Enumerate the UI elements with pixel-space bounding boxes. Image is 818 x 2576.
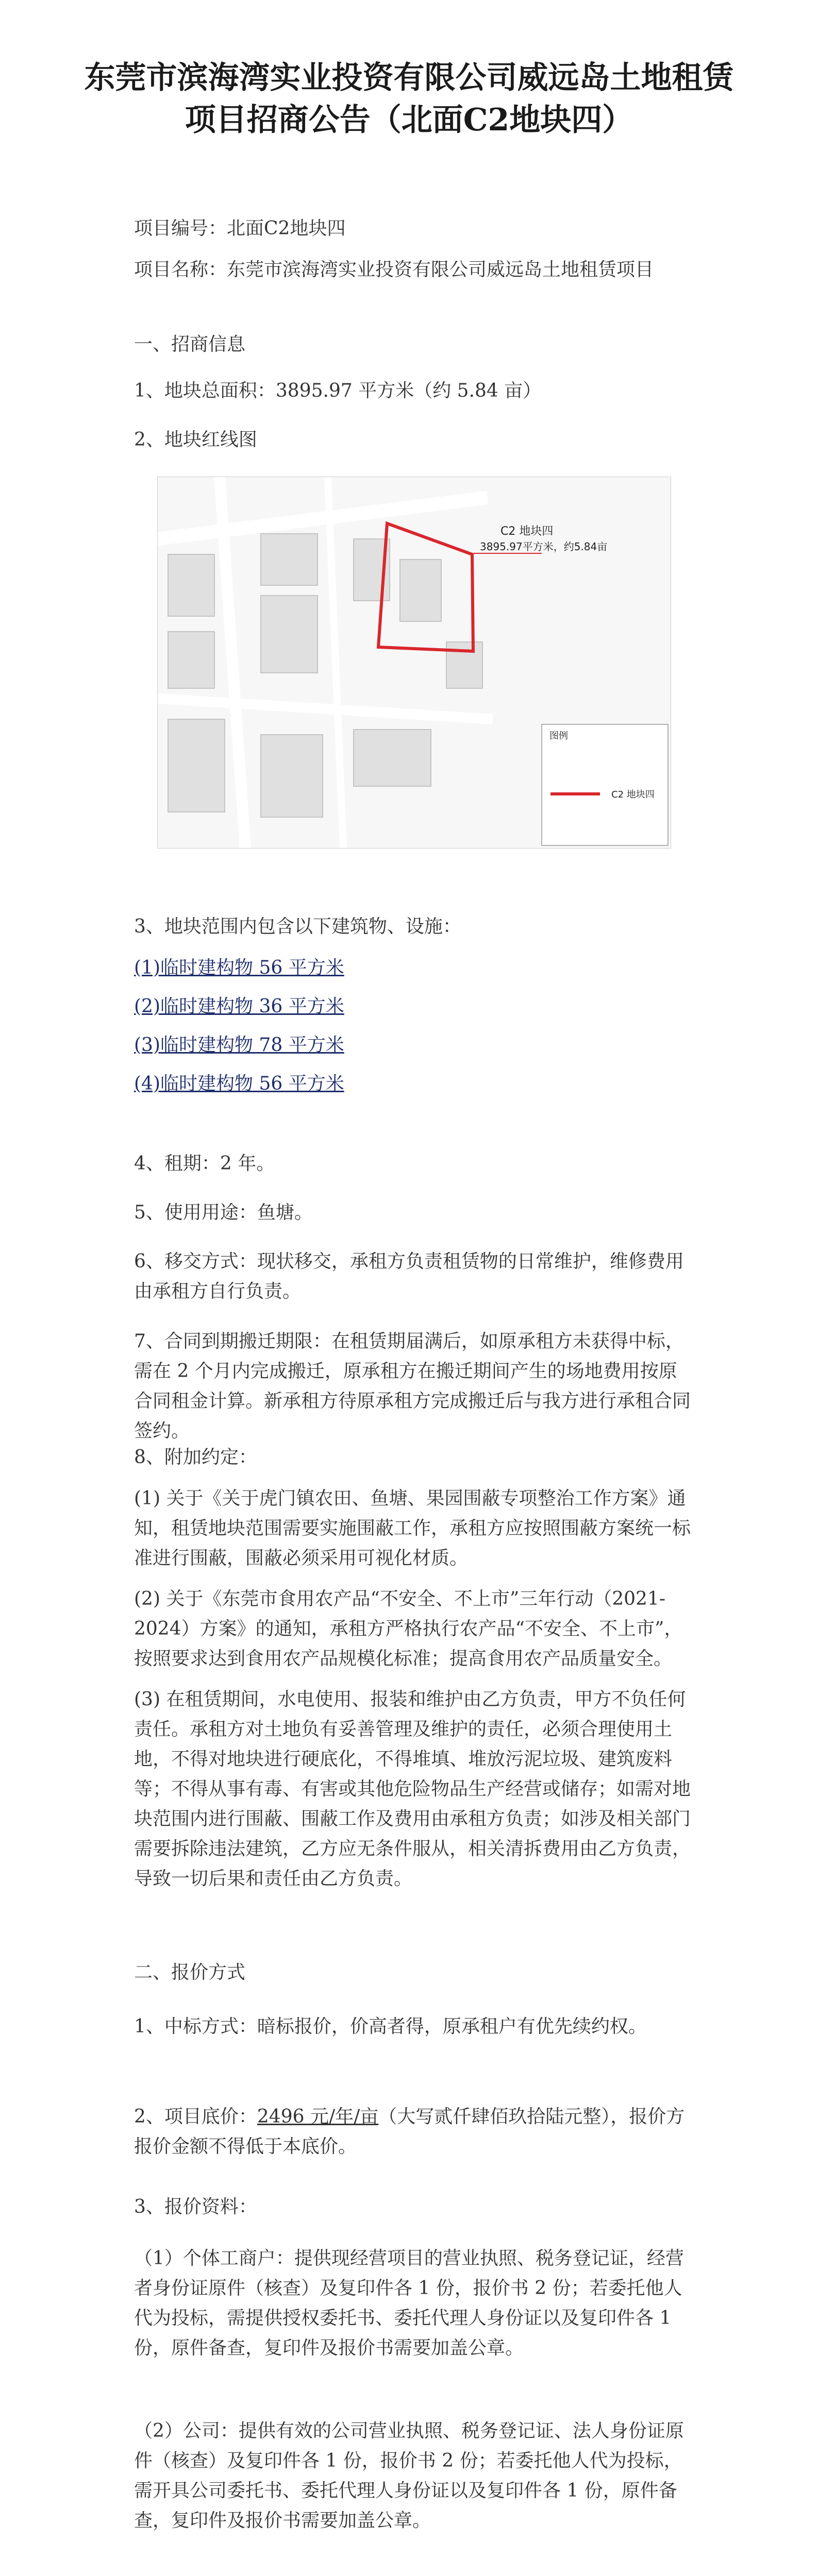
appendix-item: (3) 在租赁期间，水电使用、报装和维护由乙方负责，甲方不负任何责任。承租方对土地负有妥善管理及维护的责任，必须合理使用土地，不得对地块进行硬底化，不得堆填、堆放污泥垃圾、建筑废料等；不得从事有毒、有害或其他危险物品生产经营或储存；如需对地块范围内进行围蔽、围蔽工作及费用由承租方负责；如涉及相关部门需要拆除违法建筑，乙方应无条件服从，相关清拆费用由乙方负责，导致一切后果和责任由乙方负责。 [134, 1689, 691, 1889]
map-graphic [158, 477, 671, 848]
handover-method: 6、移交方式：现状移交，承租方负责租赁物的日常维护，维修费用由承租方自行负责。 [134, 1251, 684, 1302]
building-item: (3)临时建构物 78 平方米 [134, 1035, 344, 1056]
plot-label-area: 3895.97平方米，约5.84亩 [480, 540, 608, 553]
appendix-item: (2) 关于《东莞市食用农产品“不安全、不上市”三年行动（2021-2024）方案》的通知，承租方严格执行农产品“不安全、不上市”，按照要求达到食用农产品规模化标准；提高食用农产品质量安全。 [134, 1588, 683, 1669]
document-title: 东莞市滨海湾实业投资有限公司威远岛土地租赁项目招商公告（北面C2地块四） [84, 60, 734, 138]
building-item: (2)临时建构物 36 平方米 [134, 996, 344, 1017]
legend-title: 图例 [549, 731, 568, 741]
map-heading: 2、地块红线图 [134, 429, 257, 450]
legend-item: C2 地块四 [611, 789, 655, 800]
bid-method: 1、中标方式：暗标报价，价高者得，原承租户有优先续约权。 [134, 2016, 647, 2037]
base-price-value: 2496 元/年/亩 [257, 2106, 379, 2127]
bid-document-item: （2）公司：提供有效的公司营业执照、税务登记证、法人身份证原件（核查）及复印件各 1 份，报价书 2 份；若委托他人代为投标，需开具公司委托书、委托代理人身份证以及复印件各 1 份，原件备查，复印件及报价书需要加盖公章。 [134, 2420, 684, 2531]
plot-label-name: C2 地块四 [500, 525, 554, 538]
relocation-terms: 7、合同到期搬迁期限：在租赁期届满后，如原承租方未获得中标，需在 2 个月内完成搬迁，原承租方在搬迁期间产生的场地费用按原合同租金计算。新承租方待原承租方完成搬迁后与我方进行承租合同签约。 [134, 1331, 691, 1442]
project-name: 项目名称：东莞市滨海湾实业投资有限公司威远岛土地租赁项目 [134, 259, 654, 280]
section-2-heading: 二、报价方式 [134, 1962, 246, 1983]
lease-term: 4、租期：2 年。 [134, 1153, 275, 1174]
base-price-prefix: 2、项目底价： [134, 2106, 257, 2127]
land-plot-map [157, 477, 671, 849]
bid-documents-heading: 3、报价资料： [134, 2196, 257, 2217]
section-1-heading: 一、招商信息 [134, 334, 246, 355]
appendix-item: (1) 关于《关于虎门镇农田、鱼塘、果园围蔽专项整治工作方案》通知，租赁地块范围需要实施围蔽工作，承租方应按照围蔽方案统一标准进行围蔽，围蔽必须采用可视化材质。 [134, 1488, 691, 1569]
buildings-intro: 3、地块范围内包含以下建筑物、设施： [134, 916, 461, 937]
building-item: (1)临时建构物 56 平方米 [134, 957, 344, 978]
building-item: (4)临时建构物 56 平方米 [134, 1073, 344, 1094]
base-price-suffix: （大写贰仟肆佰玖拾陆元整），报价方报价金额不得低于本底价。 [134, 2106, 685, 2157]
project-number: 项目编号：北面C2地块四 [134, 218, 346, 239]
land-area: 1、地块总面积：3895.97 平方米（约 5.84 亩） [134, 380, 542, 401]
appendix-heading: 8、附加约定： [134, 1447, 257, 1468]
base-price [134, 2102, 691, 2162]
usage: 5、使用用途：鱼塘。 [134, 1202, 313, 1223]
bid-document-item: （1）个体工商户：提供现经营项目的营业执照、税务登记证，经营者身份证原件（核查）及复印件各 1 份，报价书 2 份；若委托他人代为投标，需提供授权委托书、委托代理人身份证以及复印件各 1 份，原件备查，复印件及报价书需要加盖公章。 [134, 2248, 684, 2359]
legend-box [542, 724, 668, 845]
